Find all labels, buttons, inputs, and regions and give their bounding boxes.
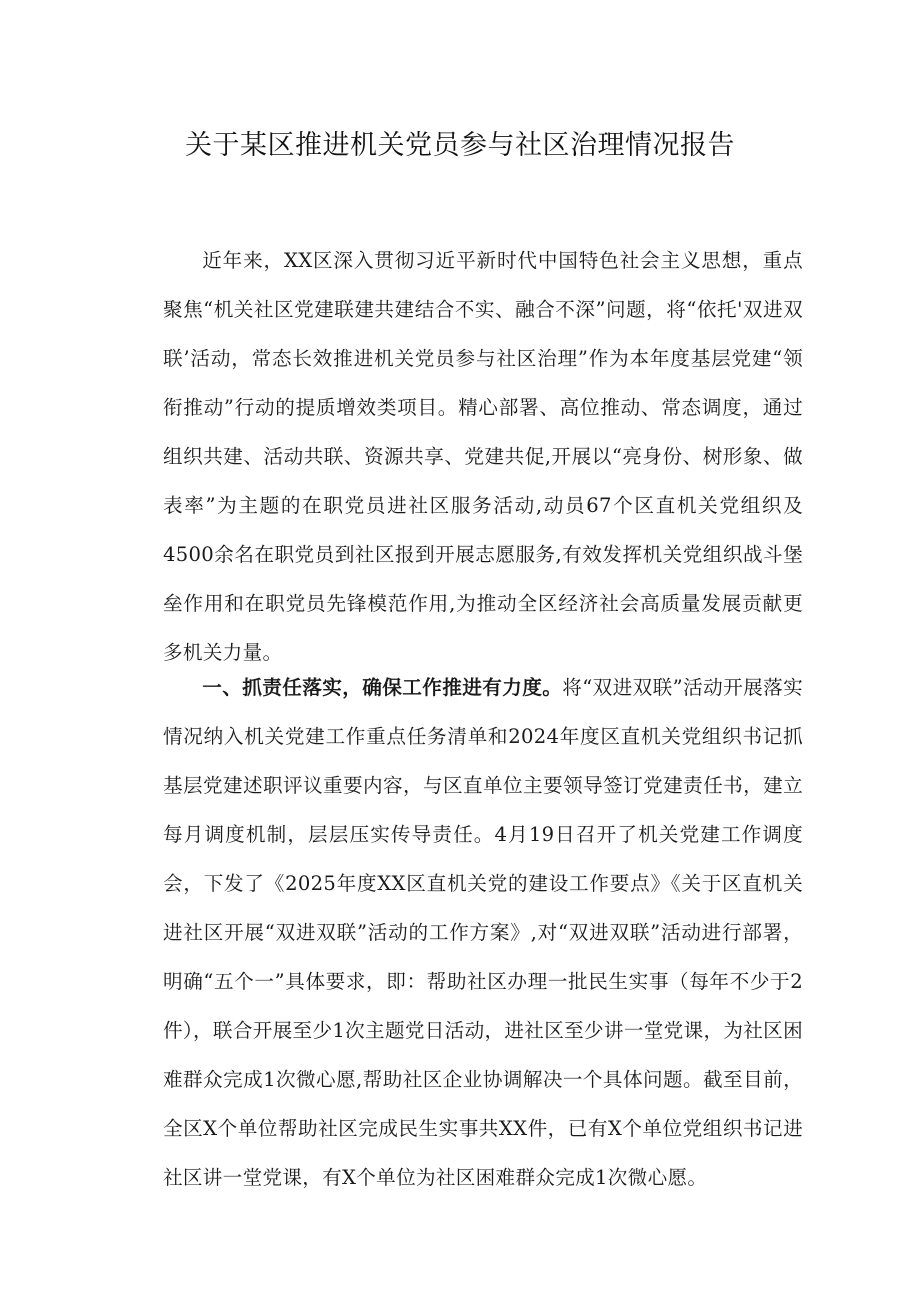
section-one-heading: 一、抓责任落实，确保工作推进有力度。 xyxy=(202,676,563,699)
section-one-text: 将“双进双联”活动开展落实情况纳入机关党建工作重点任务清单和2024年度区直机关党组织书记抓基层党建述职评议重要内容，与区直单位主要领导签订党建责任书，建立每月调度机制，层层压实传导责任。4月19日召开了机关党建工作调度会，下发了《2025年度XX区直机关党的建设工作要点》《关于区直机关进社区开展“双进双联”活动的工作方案》,对“双进双联”活动进行部署，明确“五个一”具体要求，即：帮助社区办理一批民生实事（每年不少于2件），联合开展至少1次主题党日活动，进社区至少讲一堂党课，为社区困难群众完成1次微心愿,帮助社区企业协调解决一个具体问题。截至目前，全区X个单位帮助社区完成民生实事共XX件，已有X个单位党组织书记进社区讲一堂党课，有X个单位为社区困难群众完成1次微心愿。 xyxy=(163,676,803,1189)
document-title: 关于某区推进机关党员参与社区治理情况报告 xyxy=(185,130,735,161)
intro-paragraph-text: 近年来，XX区深入贯彻习近平新时代中国特色社会主义思想，重点聚焦“机关社区党建联建共建结合不实、融合不深”问题，将“依托'双进双联’活动，常态长效推进机关党员参与社区治理”作为本年度基层党建“领衔推动”行动的提质增效类项目。精心部署、高位推动、常态调度，通过组织共建、活动共联、资源共享、党建共促,开展以“亮身份、树形象、做表率”为主题的在职党员进社区服务活动,动员67个区直机关党组织及4500余名在职党员到社区报到开展志愿服务,有效发挥机关党组织战斗堡垒作用和在职党员先锋模范作用,为推动全区经济社会高质量发展贡献更多机关力量。 xyxy=(163,249,803,664)
section-one-paragraph xyxy=(163,663,803,1202)
intro-paragraph xyxy=(163,236,803,677)
